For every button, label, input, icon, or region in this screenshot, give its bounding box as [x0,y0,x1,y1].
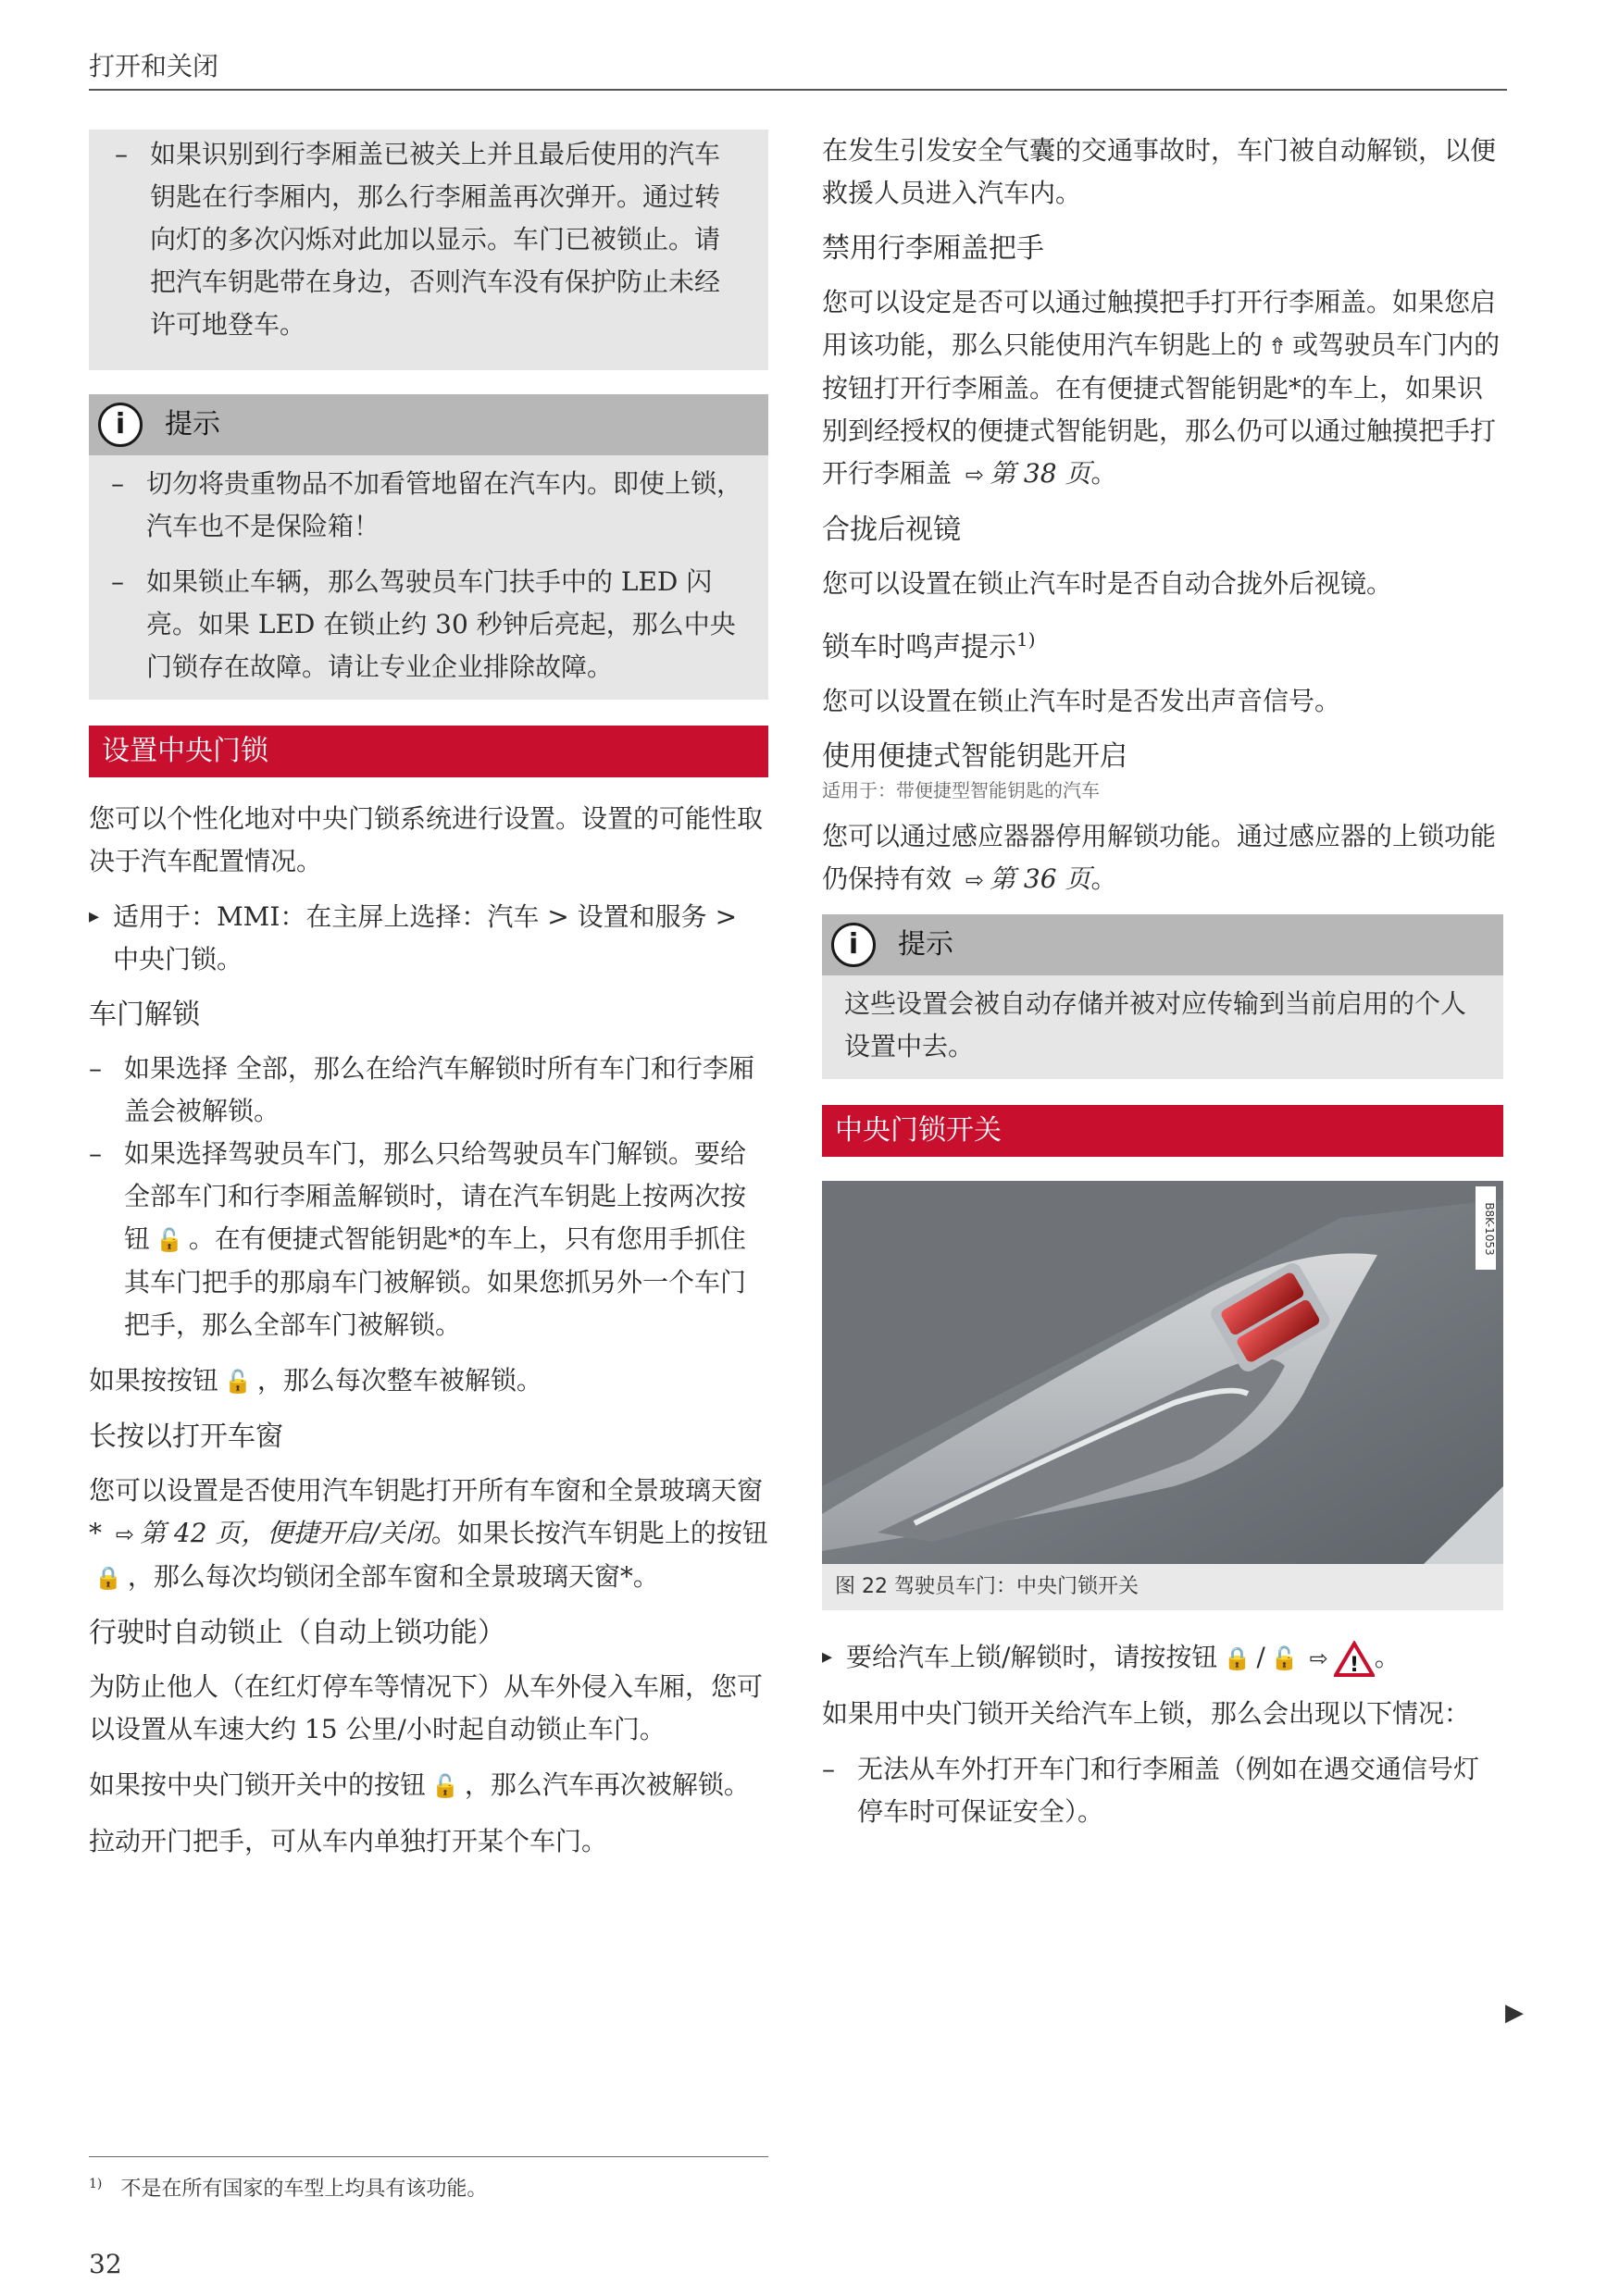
note-header [822,914,1503,975]
figure-22 [822,1181,1503,1610]
lock-icon: 🔒 [94,1565,122,1591]
arrow-ref-icon: ⇨ [965,462,985,488]
lock-item: – 无法从车外打开车门和行李厢盖（例如在遇交通信号灯停车时可保证安全）。 [822,1748,1503,1833]
note-header [89,394,768,455]
instruction-line [822,1636,1503,1680]
footnote-rule [89,2156,768,2157]
subheading-trunk-handle: 禁用行李厢盖把手 [822,232,1044,265]
warning-item: – 如果识别到行李厢盖已被关上并且最后使用的汽车钥匙在行李厢内，那么行李厢盖再次弹开。通过转向灯的多次闪烁对此加以显示。车门已被锁止。请把汽车钥匙带在身边，否则汽车没有保护防止未经许可地登车。 [115,133,742,346]
unlock-paragraph-text: 如果按按钮 [89,1365,219,1396]
beep-paragraph: 您可以设置在锁止汽车时是否发出声音信号。 [822,686,1341,716]
page-header-title: 打开和关闭 [89,51,219,81]
door-unlock-item: – 如果选择 全部，那么在给汽车解锁时所有车门和行李厢盖会被解锁。 [89,1048,768,1133]
beep-heading-text: 锁车时鸣声提示 [822,631,1016,664]
section-heading-central-locking-settings: 设置中央门锁 [89,726,768,777]
unlock-icon: 🔓 [1270,1645,1299,1671]
subheading-door-unlock: 车门解锁 [89,999,200,1031]
continue-arrow-icon: ▶ [1505,1999,1524,2027]
page-reference[interactable]: 第 38 页 [990,458,1091,489]
door-handle-illustration [822,1181,1503,1564]
intro-paragraph: 您可以个性化地对中央门锁系统进行设置。设置的可能性取决于汽车配置情况。 [89,803,764,876]
door-handle-photo [822,1181,1503,1564]
auto-lock-text: 如果按中央门锁开关中的按钮 [89,1769,427,1800]
unlock-icon: 🔓 [224,1369,252,1395]
trunk-text: 或驾驶员车门内的按钮打开行李厢盖。在有便捷式智能钥匙*的车上，如果识别到经授权的便捷式智能钥匙，那么仍可以通过触摸把手打开行李厢盖 [822,329,1501,489]
door-unlock-item [89,1133,768,1347]
airbag-paragraph: 在发生引发安全气囊的交通事故时，车门被自动解锁，以便救援人员进入汽车内。 [822,135,1497,208]
footnote-mark: 1) [1016,628,1036,651]
note-title: 提示 [165,408,220,441]
right-column [822,130,1503,1846]
long-press-text: ，那么每次均锁闭全部车窗和全景玻璃天窗*。 [127,1561,659,1592]
applies-to-line: ▸ 适用于：MMI：在主屏上选择：汽车 > 设置和服务 > 中央门锁。 [89,896,768,981]
keyless-applies: 适用于：带便捷型智能钥匙的汽车 [822,779,1100,801]
trunk-paragraph [822,281,1503,496]
long-press-text: 您可以设置是否使用汽车钥匙打开所有车窗和全景玻璃天窗* [89,1475,764,1548]
lock-icon: 🔒 [1223,1645,1252,1671]
section-heading-central-lock-switch: 中央门锁开关 [822,1105,1503,1157]
auto-lock-text: ，那么汽车再次被解锁。 [464,1769,750,1800]
note-box [89,394,768,700]
arrow-ref-icon: ⇨ [115,1521,135,1547]
long-press-text: 。如果长按汽车钥匙上的按钮 [430,1518,768,1548]
auto-lock-paragraph: 拉动开门把手，可从车内单独打开某个车门。 [89,1826,608,1856]
note-body [89,455,768,700]
auto-lock-paragraph [89,1764,768,1807]
trunk-text: 。 [1090,458,1117,489]
footnote [89,2173,487,2202]
subheading-long-press: 长按以打开车窗 [89,1421,283,1453]
warning-icon [1334,1641,1375,1678]
note-item: – 如果锁止车辆，那么驾驶员车门扶手中的 LED 闪亮。如果 LED 在锁止约 30 秒钟后亮起，那么中央门锁存在故障。请让专业企业排除故障。 [111,561,746,689]
trunk-text: 您可以设定是否可以通过触摸把手打开行李厢盖。如果您启用该功能，那么只能使用汽车钥匙上的 [822,287,1497,360]
arrow-ref-icon: ⇨ [1309,1645,1328,1671]
instruction-text: 要给汽车上锁/解锁时，请按按钮 [846,1642,1218,1672]
info-icon: i [98,403,143,447]
page-number: 32 [89,2249,122,2279]
unlock-paragraph-text: ，那么每次整车被解锁。 [256,1365,542,1396]
long-press-paragraph [89,1470,768,1599]
note-box [822,914,1503,1079]
trunk-icon: ⇮ [1268,333,1288,359]
mirror-paragraph: 您可以设置在锁止汽车时是否自动合拢外后视镜。 [822,568,1393,599]
instruction-separator: / [1256,1642,1265,1672]
note-item: – 切勿将贵重物品不加看管地留在汽车内。即使上锁，汽车也不是保险箱！ [111,463,746,548]
note-text: 这些设置会被自动存储并被对应传输到当前启用的个人设置中去。 [844,988,1467,1061]
page-reference[interactable]: 第 36 页 [990,863,1091,894]
subheading-keyless: 使用便捷式智能钥匙开启 [822,740,1127,773]
door-unlock-text: 如果选择驾驶员车门，那么只给驾驶员车门解锁。要给全部车门和行李厢盖解锁时，请在汽车钥匙上按两次按钮 [124,1138,747,1254]
note-title: 提示 [898,928,953,961]
unlock-icon: 🔓 [431,1773,459,1799]
unlock-paragraph [89,1359,768,1403]
subheading-beep [822,618,1503,669]
auto-lock-paragraph: 为防止他人（在红灯停车等情况下）从车外侵入车厢，您可以设置从车速大约 15 公里/小时起自动锁止车门。 [89,1671,764,1744]
footnote-text: 不是在所有国家的车型上均具有该功能。 [120,2178,488,2201]
keyless-text: 。 [1090,863,1117,894]
note-body [822,975,1503,1079]
subheading-mirror: 合拢后视镜 [822,514,961,546]
keyless-text: 您可以通过感应器器停用解锁功能。通过感应器的上锁功能仍保持有效 [822,821,1497,894]
header-rule [89,89,1507,91]
left-column [89,130,768,1876]
lock-paragraph: 如果用中央门锁开关给汽车上锁，那么会出现以下情况： [822,1698,1471,1729]
unlock-icon: 🔓 [156,1227,183,1253]
footnote-mark: 1) [89,2176,103,2191]
warning-box [89,130,768,370]
door-unlock-text: 。在有便捷式智能钥匙*的车上，只有您用手抓住其车门把手的那扇车门被解锁。如果您抓另外一个车门把手，那么全部车门被解锁。 [124,1223,747,1340]
svg-text:!: ! [1349,1653,1359,1677]
figure-caption: 图 22 驾驶员车门：中央门锁开关 [835,1575,1139,1598]
instruction-period: 。 [1374,1642,1401,1672]
info-icon: i [831,923,876,967]
page-reference[interactable]: 第 42 页，便捷开启/关闭 [140,1518,431,1548]
figure-code: B8K-1053 [1483,1202,1496,1256]
arrow-ref-icon: ⇨ [965,867,985,893]
subheading-auto-lock: 行驶时自动锁止（自动上锁功能） [89,1617,505,1649]
keyless-paragraph [822,815,1503,901]
